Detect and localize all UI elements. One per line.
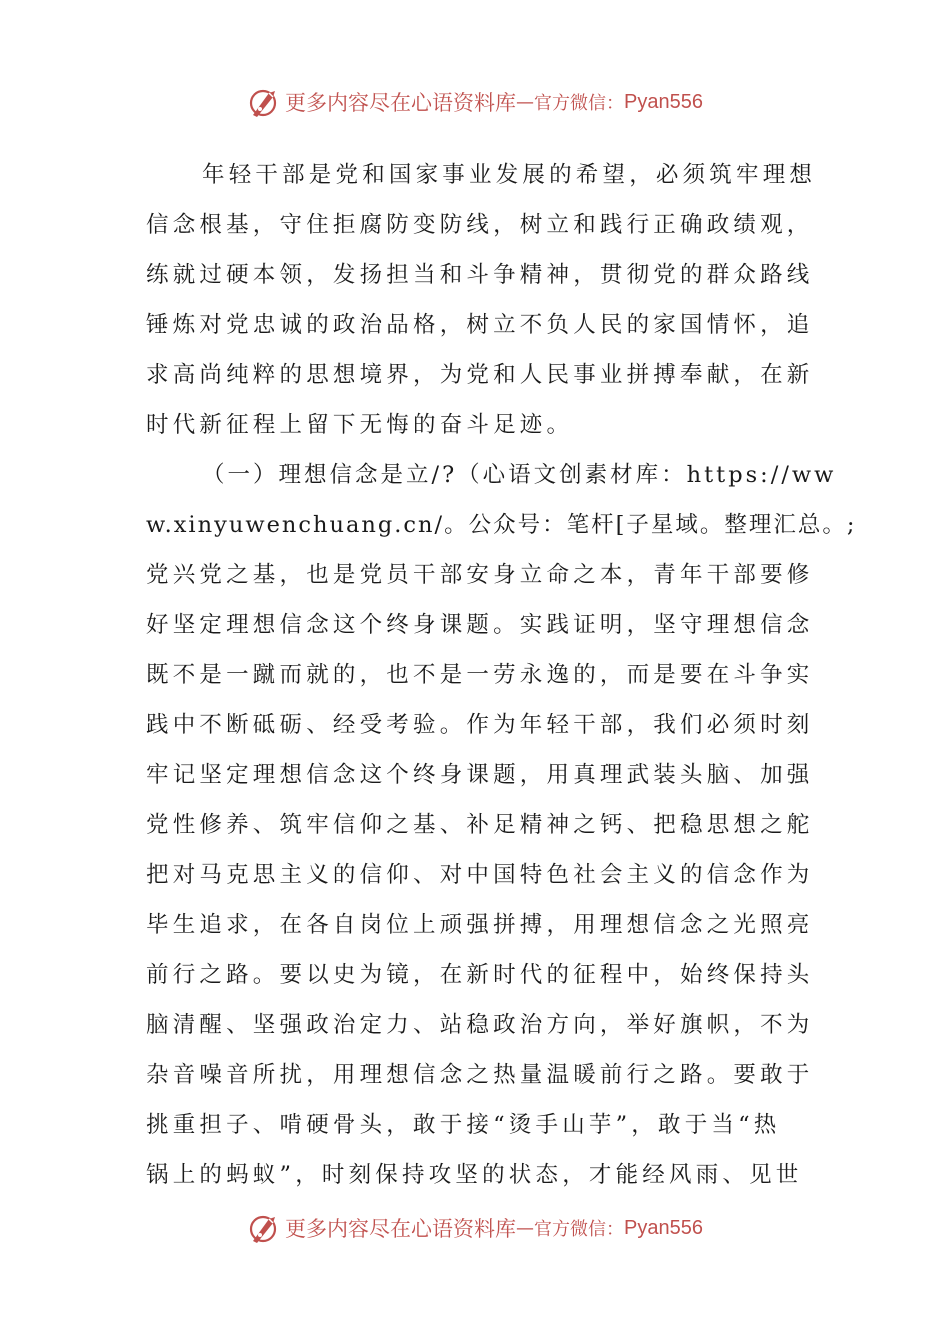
text-line: 牢记坚定理想信念这个终身课题，用真理武装头脑、加强 (146, 762, 814, 788)
footer-dash: — (516, 1217, 535, 1239)
pen-nib-logo-icon (247, 85, 281, 119)
text-line: 脑清醒、坚强政治定力、站稳政治方向，举好旗帜，不为 (146, 1012, 814, 1038)
header-wechat-label: 官方微信： (534, 93, 625, 114)
header-site-name: 更多内容尽在心语资料库 (285, 91, 517, 115)
header-wechat-id: Pyan556 (624, 90, 703, 113)
text-line: w.xinyuwenchuang.cn/。公众号：笔杆[子星域。整理汇总。; (146, 512, 857, 538)
text-line: 练就过硬本领，发扬担当和斗争精神，贯彻党的群众路线 (146, 262, 814, 288)
header-dash: — (516, 91, 535, 113)
header-watermark-banner (0, 82, 950, 122)
text-line: 党性修养、筑牢信仰之基、补足精神之钙、把稳思想之舵 (146, 812, 814, 838)
text-line: 锤炼对党忠诚的政治品格，树立不负人民的家国情怀，追 (146, 312, 814, 338)
footer-watermark-banner (0, 1208, 950, 1248)
footer-wechat-id: Pyan556 (624, 1216, 703, 1239)
text-line: 前行之路。要以史为镜，在新时代的征程中，始终保持头 (146, 962, 814, 988)
text-line: 毕生追求，在各自岗位上顽强拼搏，用理想信念之光照亮 (146, 912, 814, 938)
text-line: 挑重担子、啃硬骨头，敢于接“烫手山芋”，敢于当“热 (146, 1112, 781, 1138)
text-line: 把对马克思主义的信仰、对中国特色社会主义的信念作为 (146, 862, 814, 888)
pen-nib-logo-icon (247, 1211, 281, 1245)
section-heading-line: （一）理想信念是立/?（心语文创素材库：https://ww (202, 462, 837, 488)
text-line: 杂音噪音所扰，用理想信念之热量温暖前行之路。要敢于 (146, 1062, 814, 1088)
footer-wechat-label: 官方微信： (534, 1219, 625, 1240)
footer-site-name: 更多内容尽在心语资料库 (285, 1217, 517, 1241)
text-line: 时代新征程上留下无悔的奋斗足迹。 (146, 412, 574, 438)
text-line: 求高尚纯粹的思想境界，为党和人民事业拼搏奉献，在新 (146, 362, 814, 388)
text-line: 好坚定理想信念这个终身课题。实践证明，坚守理想信念 (146, 612, 814, 638)
text-line: 年轻干部是党和国家事业发展的希望，必须筑牢理想 (202, 162, 817, 188)
text-line: 践中不断砥砺、经受考验。作为年轻干部，我们必须时刻 (146, 712, 814, 738)
text-line: 党兴党之基，也是党员干部安身立命之本，青年干部要修 (146, 562, 814, 588)
document-body (146, 150, 857, 1200)
text-line: 信念根基，守住拒腐防变防线，树立和践行正确政绩观， (146, 212, 814, 238)
text-line: 锅上的蚂蚁”，时刻保持攻坚的状态，才能经风雨、见世 (146, 1162, 803, 1188)
text-line: 既不是一蹴而就的，也不是一劳永逸的，而是要在斗争实 (146, 662, 814, 688)
